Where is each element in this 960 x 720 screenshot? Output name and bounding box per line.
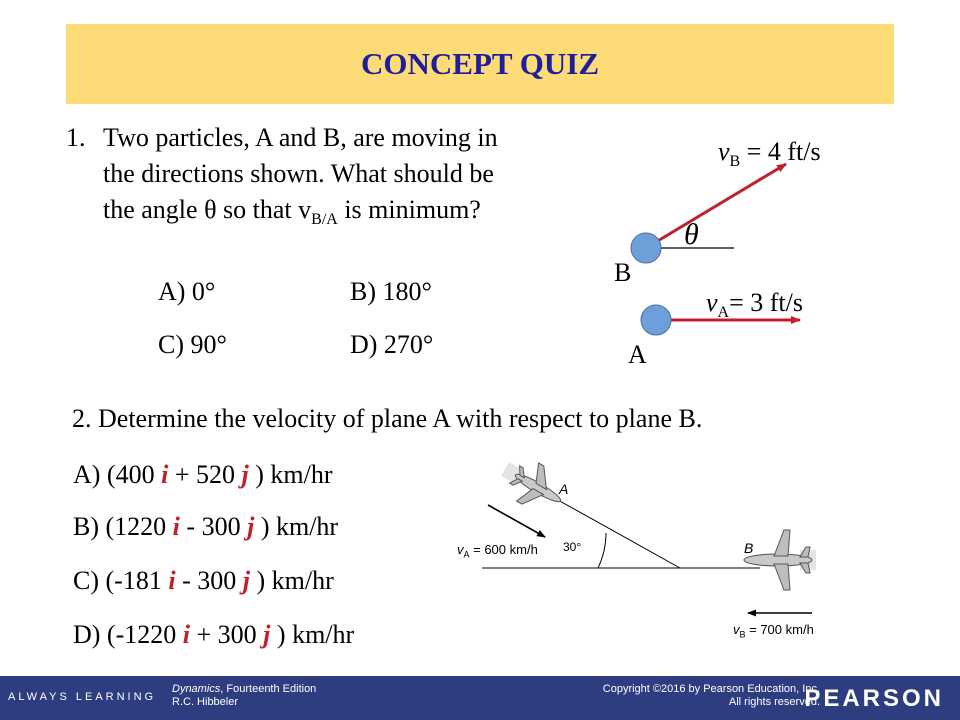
theta-symbol: θ: [204, 195, 217, 224]
q2-answer-a[interactable]: [73, 460, 333, 490]
q2-answer-b[interactable]: [73, 512, 338, 542]
va-label-sub: A: [717, 304, 730, 321]
q2-answer-c[interactable]: [73, 566, 334, 596]
answer-d-pre: D) (-1220: [73, 620, 183, 649]
book-edition: , Fourteenth Edition: [220, 683, 317, 695]
plane-b-speed-label: [733, 622, 814, 640]
answer-c-post: ) km/hr: [249, 566, 334, 595]
va-label-v: v: [706, 288, 718, 317]
slide-title: CONCEPT QUIZ: [361, 46, 599, 81]
plane-a-speed-sub: A: [463, 549, 470, 560]
plane-a-speed-value: = 600 km/h: [469, 542, 538, 557]
plane-b-speed-v: v: [733, 622, 740, 637]
theta-label: θ: [684, 218, 699, 251]
answer-d-j: j: [263, 620, 271, 649]
answer-b-pre: B) (1220: [73, 512, 173, 541]
angle-arc: [598, 533, 606, 568]
answer-a-mid: + 520: [168, 460, 242, 489]
always-learning-tagline: ALWAYS LEARNING: [8, 691, 157, 703]
figure-2: [482, 450, 816, 613]
book-title-line: [172, 683, 316, 696]
vb-label-sub: B: [729, 153, 741, 170]
q1-choice-c[interactable]: C) 90°: [158, 330, 227, 359]
question-1-number: 1.: [66, 123, 86, 152]
book-author: R.C. Hibbeler: [172, 696, 239, 708]
answer-a-i: i: [161, 460, 169, 489]
q1-choice-a[interactable]: A) 0°: [158, 277, 216, 306]
plane-a-label: [559, 481, 568, 497]
q1-line3-pre: the angle: [103, 195, 198, 224]
book-title: Dynamics: [172, 683, 221, 695]
answer-c-i: i: [168, 566, 176, 595]
q1-line3-post: is minimum?: [344, 195, 481, 224]
question-2-text: 2. Determine the velocity of plane A with respect to plane B.: [72, 404, 703, 433]
answer-b-j: j: [247, 512, 255, 541]
answer-c-pre: C) (-181: [73, 566, 169, 595]
answer-a-pre: A) (400: [73, 460, 162, 489]
answer-d-post: ) km/hr: [270, 620, 355, 649]
va-label-value: = 3 ft/s: [729, 288, 803, 317]
va-label: [706, 288, 803, 322]
vb-label-v: v: [718, 137, 730, 166]
answer-b-mid: - 300: [179, 512, 248, 541]
vb-label-value: = 4 ft/s: [740, 137, 821, 166]
q1-choice-b[interactable]: B) 180°: [350, 277, 432, 306]
q1-choice-d[interactable]: D) 270°: [350, 330, 434, 359]
plane-b-label: [744, 540, 753, 556]
answer-b-i: i: [172, 512, 180, 541]
answer-d-mid: + 300: [190, 620, 264, 649]
q1-line3-mid: so that v: [223, 195, 312, 224]
q2-answer-d[interactable]: [73, 620, 354, 650]
particle-a-label: A: [628, 340, 647, 369]
vb-vector-arrow: [646, 164, 786, 248]
particle-a: [641, 305, 671, 335]
answer-a-j: j: [241, 460, 249, 489]
answer-a-post: ) km/hr: [248, 460, 333, 489]
plane-a-velocity-arrow: [488, 505, 545, 537]
plane-a-speed-v: v: [457, 542, 464, 557]
copyright-line-1: Copyright ©2016 by Pearson Education, Inc.: [602, 683, 820, 695]
answer-c-j: j: [242, 566, 250, 595]
plane-b-letter: B: [744, 540, 754, 556]
plane-b-icon: [744, 530, 816, 590]
plane-a-letter: A: [559, 481, 569, 497]
particle-b-label: B: [614, 258, 632, 287]
question-1-line-1: Two particles, A and B, are moving in: [103, 123, 498, 152]
plane-b-speed-value: = 700 km/h: [745, 622, 814, 637]
answer-d-i: i: [182, 620, 190, 649]
answer-b-post: ) km/hr: [254, 512, 339, 541]
vb-label: [718, 137, 821, 171]
q1-line3-sub: B/A: [311, 211, 338, 228]
book-info: [172, 683, 316, 709]
question-1-line-2: the directions shown. What should be: [103, 159, 494, 188]
plane-b-speed-sub: B: [739, 629, 746, 640]
particle-b: [631, 233, 661, 263]
pearson-logo: PEARSON: [804, 685, 944, 712]
angle-label: 30°: [563, 540, 582, 554]
answer-c-mid: - 300: [175, 566, 243, 595]
plane-a-speed-label: [457, 542, 538, 560]
copyright-notice: [603, 683, 820, 709]
copyright-line-2: All rights reserved.: [728, 696, 820, 708]
footer-bar: [0, 676, 960, 720]
plane-a-path-line: [540, 490, 680, 568]
